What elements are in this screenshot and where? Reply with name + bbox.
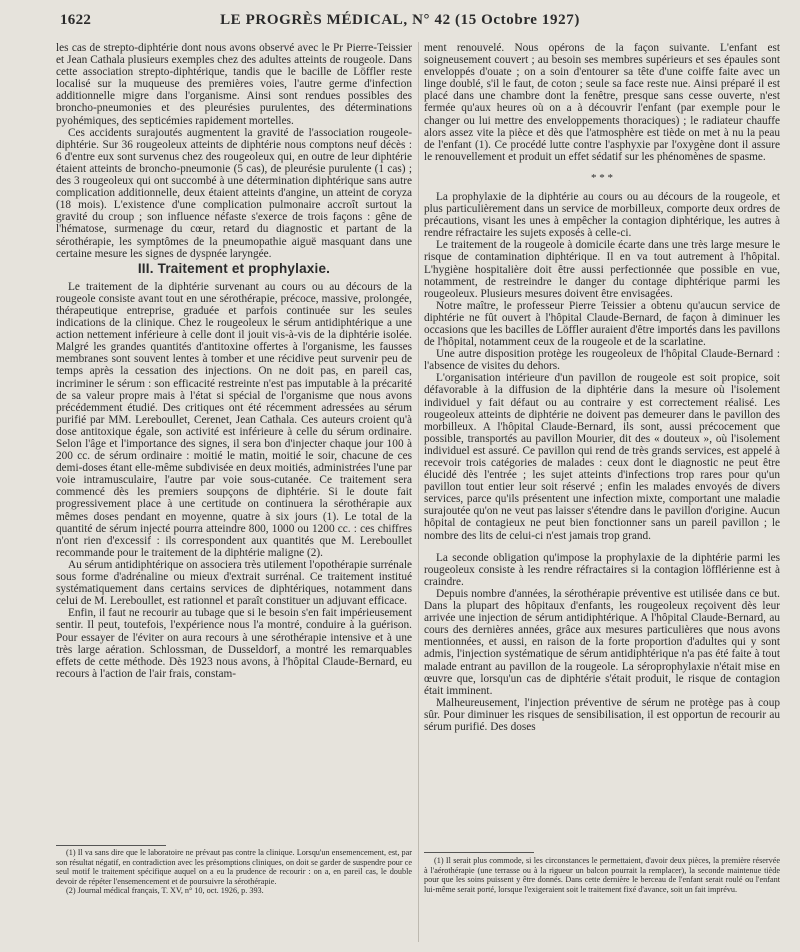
paragraph: La prophylaxie de la diphtérie au cours ou au décours de la rougeole, et plus particulièrement dans un service de morbilleux, comporte deux ordres de précautions, visant les unes à empêcher la contagion diphtérique, les autres à rendre réfractaire les sujets exposés à celle-ci. (424, 190, 780, 240)
paragraph-gap (424, 542, 780, 552)
paragraph: La seconde obligation qu'impose la prophylaxie de la diphtérie parmi les rougeoleux consiste à les rendre réfractaires si la contagion löfflérienne est à craindre. (424, 551, 780, 588)
paragraph: Une autre disposition protège les rougeoleux de l'hôpital Claude-Bernard : l'absence de visites du dehors. (424, 348, 780, 373)
paragraph: Le traitement de la diphtérie survenant au cours ou au décours de la rougeole consiste avant tout en une sérothérapie, précoce, massive, prolongée, thérapeutique entreprise, graduée et parfois continuée sur les seules indications de la clinique. Chez le rougeoleux le sérum antidiphtérique a une action nettement inférieure à celle dont il jouit vis-à-vis de la diphtérie isolée. Malgré les grandes quantités d'antitoxine offertes à l'organisme, les fausses membranes sont souvent lentes à tomber et une récidive peut survenir peu de temps après la cessation des injections. On ne doit pas, en pareil cas, incriminer le sérum : son efficacité restreinte n'est pas imputable à la précarité de sa valeur propre mais à l'état si spécial de l'organisme que nous avons précédemment étudié. Des critiques ont été récemment adressées au sérum purifié par MM. Lereboullet, Cerenet, Jean Cathala. Ces auteurs croient qu'à dose antitoxique égale, son activité est inférieure à celle du sérum ordinaire. Selon l'âge et l'importance des signes, il sera bon d'injecter chaque jour 100 à 200 cc. de sérum ordinaire : moitié le matin, moitié le soir, chacune de ces demi-doses étant elle-même subdivisée en deux moitiés, administrées l'une par voie intramusculaire, l'autre par voie sous-cutanée. Ce traitement sera commencé dès les premiers soupçons de diphtérie. Si le doute fait progressivement place à une certitude on continuera la sérothérapie aux mêmes doses pendant en moyenne, quatre à six jours (1). Le total de la quantité de sérum injecté pourra atteindre 800, 1000 ou 1200 cc. : ces chiffres n'ont rien d'excessif : ils correspondent aux quantités que M. Lereboullet recommande pour le traitement de la diphtérie maligne (2). (56, 280, 412, 559)
section-asterism: * * * (591, 171, 613, 184)
left-column (56, 42, 412, 844)
footnote: (1) Il va sans dire que le laboratoire ne prévaut pas contre la clinique. Lorsqu'un ensemencement, est, par son résultat négatif, en contradiction avec les présomptions cliniques, on doit se garder de suspendre pour ce seul motif le traitement spécifique auquel on a eu la prudence de recourir : on a, en pareil cas, le double devoir de répéter l'ensemencement et de poursuivre la sérothérapie. (56, 848, 412, 886)
page-number: 1622 (60, 12, 92, 28)
paragraph: Notre maître, le professeur Pierre Teissier a obtenu qu'aucun service de diphtérie ne fût ouvert à l'hôpital Claude-Bernard, de façon à diminuer les occasions que les bacilles de Löffler auraient d'être importés dans les pavillons de l'hôpital, notamment ceux de la rougeole et de la scarlatine. (424, 299, 780, 349)
footnote: (2) Journal médical français, T. XV, n° 10, oct. 1926, p. 393. (66, 886, 264, 896)
paragraph: les cas de strepto-diphtérie dont nous avons observé avec le Pr Pierre-Teissier et Jean Cathala plusieurs exemples chez des adultes atteints de rougeole. Dans cette association strepto-diphtérique, tandis que le bacille de Löffler reste localisé sur la muqueuse des premières voies, l'autre germe d'infection additionnelle migre dans l'organisme. Ainsi sont rendues possibles des broncho-pneumonies et des pleurésies purulentes, des déterminations pyohémiques, des septicémies rapidement mortelles. (56, 42, 412, 127)
footnotes-right (424, 856, 780, 894)
column-divider (418, 42, 419, 942)
paragraph: Ces accidents surajoutés augmentent la gravité de l'association rougeole-diphtérie. Sur 36 rougeoleux atteints de diphtérie nous comptons neuf décès : 6 d'entre eux sont survenus chez des rougeoleux qui, en outre de leur diphtérie étaient atteints de broncho-pneumonie (5 cas), de pleurésie purulente (1 cas) ; des 3 rougeoleux qui ont succombé à une détermination diphtérique sans autre complication additionnelle, deux étaient atteints d'angine, un atteint de coryza (18 mois). L'existence d'une complication pulmonaire accroît surtout la gravité du croup ; son influence néfaste s'exerce de trois façons : gêne de l'hématose, surmenage du cœur, retard du diagnostic et partant de la sérothérapie, les symptômes de la pneumopathie aiguë masquant dans une certaine mesure les signes de dyspnée laryngée. (56, 126, 412, 260)
running-title: LE PROGRÈS MÉDICAL, N° 42 (15 Octobre 1927) (220, 12, 580, 28)
paragraph: Au sérum antidiphtérique on associera très utilement l'opothérapie surrénale sous forme d'adrénaline ou mieux d'extrait surrénal. Ce traitement institué systématiquement dans certains services de diphtériques, notamment dans celui de M. Lereboullet, est rationnel et paraît constituer un adjuvant efficace. (56, 558, 412, 608)
footnote-rule-left (56, 845, 166, 846)
section-heading: III. Traitement et prophylaxie. (137, 260, 331, 276)
paragraph: L'organisation intérieure d'un pavillon de rougeole est soit propice, soit défavorable à la diffusion de la diphtérie dans la mesure où l'isolement individuel y fait défaut ou au contraire y est correctement réalisé. Les rougeoleux atteints de diphtérie ne doivent pas demeurer dans le pavillon des morbilleux. A l'hôpital Claude-Bernard, ils sont, aussi précocement que possible, transportés au pavillon Mourier, dit des « douteux », où l'isolement individuel est assuré. Ce pavillon qui rend de très grands services, est appelé à recevoir trois catégories de malades : ceux dont le diagnostic ne peut être élucidé dès l'entrée ; les sujet atteints d'infections trop rares pour qu'un pavillon tout entier leur soit réservé ; enfin les malades envoyés de divers services, parce qu'ils présentent une infection mixte, comportant une maladie surajoutée qu'on ne veut pas laisser s'étendre dans le pavillon d'origine. Aucun hôpital de contagieux ne peut bien fonctionner sans un pareil pavillon ; le nombre des lits de celui-ci n'est jamais trop grand. (424, 372, 780, 542)
paragraph: Malheureusement, l'injection préventive de sérum ne protège pas à coup sûr. Pour diminuer les risques de sensibilisation, il est opportun de recourir au sérum purifié. Des doses (424, 696, 780, 733)
paragraph: ment renouvelé. Nous opérons de la façon suivante. L'enfant est soigneusement couvert ; au besoin ses membres supérieurs et ses épaules sont enveloppés d'ouate ; on a soin d'entourer sa tête d'une coiffe faite avec un linge doublé, s'il le faut, de coton ; seule sa face reste nue. Ainsi préparé il est placé dans une chambre dont la fenêtre, presque sans cesse ouverte, n'est fermée qu'aux heures où on a à découvrir l'enfant (par exemple pour le changer ou lui mettre des enveloppements thoraciques) ; le radiateur chauffe alors assez vite la pièce et dès que l'atmosphère est tiède on met à nu la peau de l'enfant (1). Ce procédé lutte contre l'asphyxie par l'oxygène dont il assure le renouvellement et produit un effet sédatif sur les phénomènes de spasme. (424, 42, 780, 163)
page-header (0, 10, 800, 32)
footnote-rule-right (424, 852, 534, 853)
right-column (424, 42, 780, 790)
footnotes-left (56, 848, 412, 896)
paragraph: Le traitement de la rougeole à domicile écarte dans une très large mesure le risque de contamination diphtérique. Il en va tout autrement à l'hôpital. L'hygiène hospitalière doit être aussi perfectionnée que possible en vue, notamment, de restreindre le danger du contage diphtérique parmi les rougeoleux. Plusieurs mesures doivent être envisagées. (424, 239, 780, 300)
paragraph: Enfin, il faut ne recourir au tubage que si le besoin s'en fait impérieusement sentir. Il peut, toutefois, l'expérience nous l'a montré, conduire à la guérison. Pour essayer de l'éviter on aura recours à une sérothérapie intensive et à une très large aération. Schlossman, de Dusseldorf, a montré les remarquables effets de cette méthode. Dès 1923 nous avons, à l'hôpital Claude-Bernard, eu recours à l'action de l'air frais, constam- (56, 607, 412, 680)
paragraph: Depuis nombre d'années, la sérothérapie préventive est utilisée dans ce but. Dans la plupart des hôpitaux d'enfants, les rougeoleux reçoivent dès leur arrivée une injection de sérum antidiphtérique. A l'hôpital Claude-Bernard, au cours des dernières années, grâce aux mesures particulières que nous avons mentionnées, et aussi, en raison de la forte proportion d'adultes qui y sont admis, l'injection systématique de sérum antidiphtérique n'a pas été faite à tout malade entrant au pavillon de la rougeole. La séroprophylaxie n'était mise en œuvre que, lorsqu'un cas de diphtérie s'était produit, le risque de contagion était imminent. (424, 587, 780, 697)
footnote: (1) Il serait plus commode, si les circonstances le permettaient, d'avoir deux pièces, la première réservée à l'aérothérapie (une terrasse ou à la rigueur un balcon pourrait la remplacer), la seconde maintenue tiède pour que les soins puissent y être donnés. Dans cette dernière le berceau de l'enfant serait roulé ou l'enfant lui-même serait porté, lorsque l'exigeraient soit le traitement fixé d'avance, soit un fait imprévu. (424, 856, 780, 894)
